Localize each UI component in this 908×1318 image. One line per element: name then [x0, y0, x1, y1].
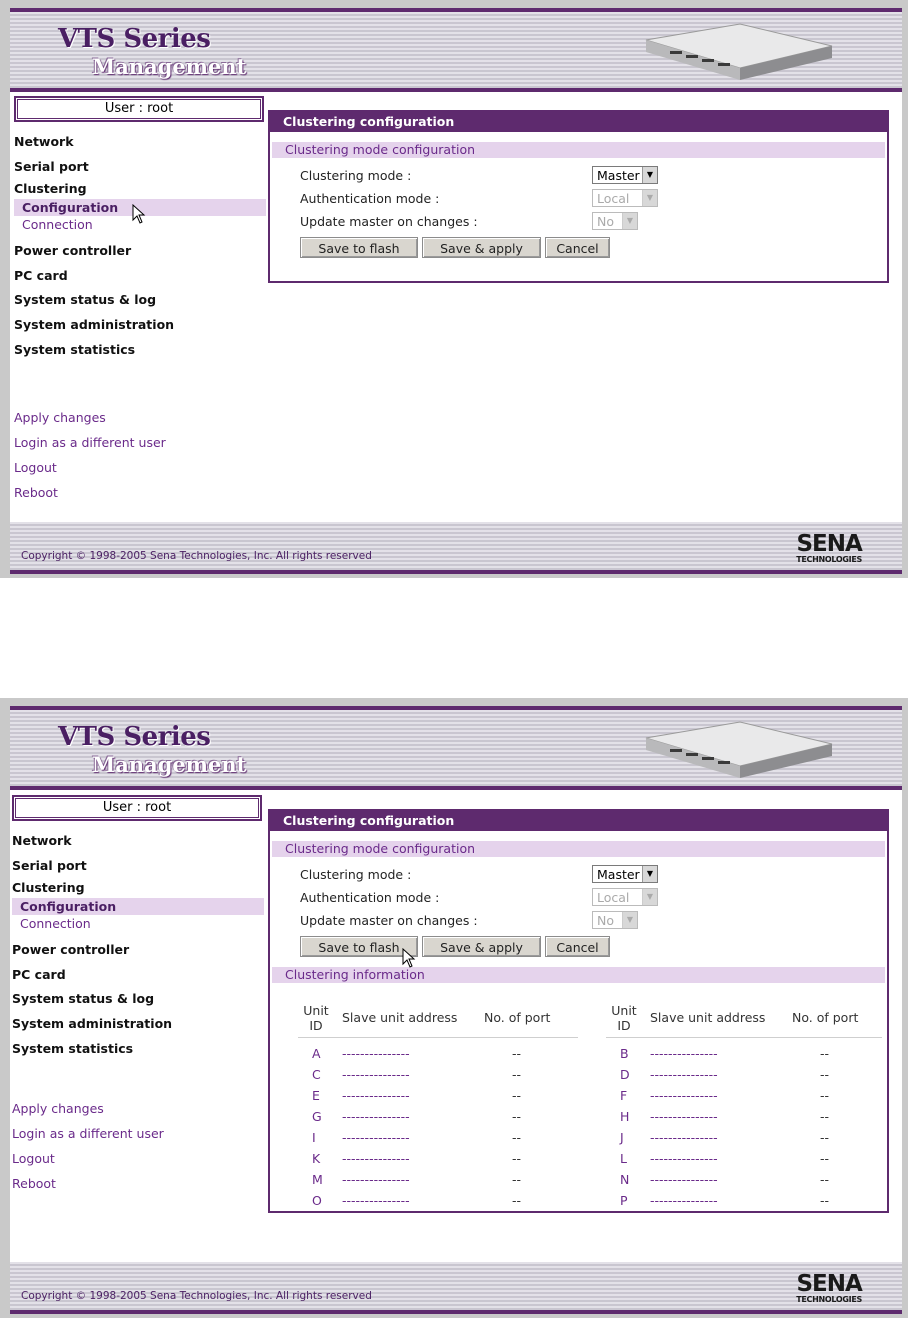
sena-logo — [796, 533, 862, 564]
slave-address: --------------- — [650, 1067, 718, 1082]
update-master-value: No — [597, 214, 614, 229]
sena-logo-subtext: TECHNOLOGIES — [796, 555, 862, 564]
unit-id: M — [312, 1172, 323, 1187]
cancel-button[interactable]: Cancel — [545, 936, 610, 957]
slave-address: --------------- — [342, 1130, 410, 1145]
device-image — [640, 716, 834, 784]
button-row — [270, 932, 887, 962]
table-row — [606, 1126, 882, 1147]
table-row — [298, 1063, 578, 1084]
unit-id: E — [312, 1088, 320, 1103]
table-row — [606, 1084, 882, 1105]
screenshot-2 — [0, 698, 908, 1318]
port-count: -- — [512, 1193, 522, 1208]
dropdown-arrow-icon: ▼ — [642, 889, 657, 905]
port-count: -- — [512, 1046, 522, 1061]
table-header — [298, 1001, 578, 1038]
authentication-mode-row — [270, 886, 887, 909]
slave-address: --------------- — [342, 1193, 410, 1208]
table-row — [606, 1063, 882, 1084]
port-count: -- — [820, 1172, 830, 1187]
port-count: -- — [512, 1172, 522, 1187]
sidebar-item-network[interactable]: Network — [12, 833, 72, 848]
sidebar-subitem-connection[interactable]: Connection — [22, 217, 93, 233]
slave-address: --------------- — [342, 1109, 410, 1124]
dropdown-arrow-icon: ▼ — [642, 866, 657, 882]
slave-address: --------------- — [342, 1172, 410, 1187]
unit-id-header-top: Unit — [303, 1003, 329, 1018]
authentication-mode-select — [592, 189, 658, 207]
unit-id: N — [620, 1172, 630, 1187]
table-row — [298, 1126, 578, 1147]
sidebar-item-power-controller[interactable]: Power controller — [12, 942, 130, 958]
login-different-user-link[interactable]: Login as a different user — [14, 434, 166, 450]
dropdown-arrow-icon: ▼ — [622, 213, 637, 229]
sidebar-item-system-administration[interactable]: System administration — [14, 316, 175, 332]
dropdown-arrow-icon: ▼ — [642, 190, 657, 206]
info-section-header: Clustering information — [272, 967, 885, 983]
port-count: -- — [820, 1193, 830, 1208]
slave-address: --------------- — [650, 1109, 718, 1124]
table-row — [298, 1042, 578, 1063]
slave-address: --------------- — [342, 1046, 410, 1061]
slave-address: --------------- — [342, 1151, 410, 1166]
table-row — [606, 1042, 882, 1063]
sidebar-item-pc-card[interactable]: PC card — [12, 966, 66, 982]
logo-subtitle: Management — [92, 752, 247, 777]
update-master-row — [270, 210, 887, 233]
unit-id: C — [312, 1067, 321, 1082]
sidebar-item-system-administration[interactable]: System administration — [12, 1015, 173, 1031]
unit-id: P — [620, 1193, 628, 1208]
sidebar-item-serial-port[interactable]: Serial port — [14, 158, 89, 174]
logo-title: VTS Series — [58, 24, 211, 54]
logout-link[interactable]: Logout — [14, 459, 57, 475]
sidebar-item-clustering[interactable]: Clustering — [12, 880, 85, 896]
clustering-mode-row — [270, 164, 887, 187]
port-count: -- — [512, 1109, 522, 1124]
dropdown-arrow-icon: ▼ — [642, 167, 657, 183]
table-row — [298, 1189, 578, 1210]
unit-id: K — [312, 1151, 321, 1166]
port-count: -- — [820, 1130, 830, 1145]
browser-frame — [10, 8, 902, 574]
save-and-apply-button[interactable]: Save & apply — [422, 237, 541, 258]
port-count: -- — [820, 1046, 830, 1061]
table-row — [606, 1189, 882, 1210]
button-row — [270, 233, 887, 263]
save-to-flash-button[interactable]: Save to flash — [300, 936, 418, 957]
sidebar-item-pc-card[interactable]: PC card — [14, 267, 68, 283]
logout-link[interactable]: Logout — [12, 1150, 55, 1166]
clustering-mode-value: Master — [597, 168, 640, 183]
slave-address: --------------- — [650, 1172, 718, 1187]
sena-logo-text: SENA — [796, 531, 862, 557]
clustering-mode-value: Master — [597, 867, 640, 882]
copyright-text: Copyright © 1998-2005 Sena Technologies, Inc. All rights reserved — [21, 550, 372, 562]
user-box — [14, 96, 264, 122]
table-row — [606, 1147, 882, 1168]
authentication-mode-select — [592, 888, 658, 906]
update-master-select — [592, 212, 638, 230]
unit-id: L — [620, 1151, 627, 1166]
mouse-cursor-icon — [402, 948, 416, 968]
footer — [10, 1262, 902, 1314]
authentication-mode-label: Authentication mode : — [300, 191, 440, 206]
panel-title: Clustering configuration — [270, 811, 887, 831]
sidebar-item-system-statistics[interactable]: System statistics — [12, 1040, 134, 1056]
clustering-mode-select[interactable] — [592, 166, 658, 184]
clustering-mode-row — [270, 863, 887, 886]
slave-address: --------------- — [650, 1151, 718, 1166]
sidebar-item-system-statistics[interactable]: System statistics — [14, 341, 136, 357]
logo-title: VTS Series — [58, 722, 211, 752]
sena-logo-subtext: TECHNOLOGIES — [796, 1295, 862, 1304]
cluster-info-table-left — [298, 1001, 578, 1210]
mouse-cursor-icon — [132, 204, 146, 224]
port-count: -- — [820, 1109, 830, 1124]
update-master-value: No — [597, 913, 614, 928]
sidebar-links — [14, 406, 266, 505]
update-master-row — [270, 909, 887, 932]
ports-header: No. of port — [484, 1010, 551, 1025]
slave-address: --------------- — [342, 1067, 410, 1082]
slave-address: --------------- — [650, 1088, 718, 1103]
table-header — [606, 1001, 882, 1038]
sidebar-subitem-connection[interactable]: Connection — [20, 916, 91, 932]
slave-address: --------------- — [650, 1193, 718, 1208]
user-label: User : root — [17, 99, 261, 119]
unit-id: A — [312, 1046, 321, 1061]
reboot-link[interactable]: Reboot — [12, 1175, 56, 1191]
screenshot-1 — [0, 0, 908, 578]
sidebar — [12, 795, 264, 1196]
sidebar-links — [12, 1097, 264, 1196]
table-row — [606, 1168, 882, 1189]
footer — [10, 522, 902, 574]
update-master-label: Update master on changes : — [300, 913, 478, 928]
unit-id: B — [620, 1046, 629, 1061]
address-header: Slave unit address — [650, 1010, 766, 1025]
clustering-mode-label: Clustering mode : — [300, 168, 412, 183]
cancel-button[interactable]: Cancel — [545, 237, 610, 258]
clustering-mode-label: Clustering mode : — [300, 867, 412, 882]
sena-logo — [796, 1273, 862, 1304]
table-row — [298, 1084, 578, 1105]
sidebar-item-serial-port[interactable]: Serial port — [12, 857, 87, 873]
apply-changes-link[interactable]: Apply changes — [12, 1101, 104, 1117]
unit-id: F — [620, 1088, 628, 1103]
port-count: -- — [512, 1130, 522, 1145]
unit-id: I — [312, 1130, 316, 1145]
port-count: -- — [512, 1088, 522, 1103]
table-row — [298, 1105, 578, 1126]
update-master-select — [592, 911, 638, 929]
unit-id: H — [620, 1109, 630, 1124]
mode-section-header: Clustering mode configuration — [272, 142, 885, 158]
table-row — [298, 1147, 578, 1168]
unit-id-header-bottom: ID — [617, 1018, 631, 1033]
header-banner — [10, 12, 902, 88]
sidebar — [14, 96, 266, 505]
sidebar-subitem-configuration[interactable]: Configuration — [12, 898, 264, 915]
unit-id: O — [312, 1193, 322, 1208]
ports-header: No. of port — [792, 1010, 859, 1025]
sidebar-item-clustering[interactable]: Clustering — [14, 181, 87, 197]
authentication-mode-value: Local — [597, 191, 630, 206]
clustering-config-panel — [268, 110, 889, 283]
unit-id: J — [620, 1130, 624, 1145]
save-to-flash-button[interactable]: Save to flash — [300, 237, 418, 258]
sidebar-subitem-configuration[interactable]: Configuration — [14, 199, 266, 216]
slave-address: --------------- — [650, 1130, 718, 1145]
sidebar-item-network[interactable]: Network — [14, 134, 74, 149]
sidebar-item-system-status[interactable]: System status & log — [12, 991, 155, 1007]
unit-id-header-bottom: ID — [309, 1018, 323, 1033]
dropdown-arrow-icon: ▼ — [622, 912, 637, 928]
clustering-mode-select[interactable] — [592, 865, 658, 883]
login-different-user-link[interactable]: Login as a different user — [12, 1125, 164, 1141]
port-count: -- — [820, 1151, 830, 1166]
authentication-mode-value: Local — [597, 890, 630, 905]
table-row — [606, 1105, 882, 1126]
cluster-info-table-right — [606, 1001, 882, 1210]
address-header: Slave unit address — [342, 1010, 458, 1025]
mode-section-header: Clustering mode configuration — [272, 841, 885, 857]
sidebar-item-power-controller[interactable]: Power controller — [14, 243, 132, 259]
sidebar-item-system-status[interactable]: System status & log — [14, 292, 157, 308]
slave-address: --------------- — [342, 1088, 410, 1103]
port-count: -- — [512, 1151, 522, 1166]
port-count: -- — [820, 1088, 830, 1103]
authentication-mode-row — [270, 187, 887, 210]
header-banner — [10, 710, 902, 786]
user-box — [12, 795, 262, 821]
port-count: -- — [512, 1067, 522, 1082]
logo-subtitle: Management — [92, 54, 247, 79]
table-row — [298, 1168, 578, 1189]
unit-id: G — [312, 1109, 322, 1124]
update-master-label: Update master on changes : — [300, 214, 478, 229]
device-image — [640, 18, 834, 86]
apply-changes-link[interactable]: Apply changes — [14, 410, 106, 426]
save-and-apply-button[interactable]: Save & apply — [422, 936, 541, 957]
slave-address: --------------- — [650, 1046, 718, 1061]
authentication-mode-label: Authentication mode : — [300, 890, 440, 905]
browser-frame — [10, 706, 902, 1314]
copyright-text: Copyright © 1998-2005 Sena Technologies, Inc. All rights reserved — [21, 1290, 372, 1302]
user-label: User : root — [15, 798, 259, 818]
clustering-config-panel — [268, 809, 889, 1213]
unit-id-header-top: Unit — [611, 1003, 637, 1018]
sena-logo-text: SENA — [796, 1271, 862, 1297]
port-count: -- — [820, 1067, 830, 1082]
reboot-link[interactable]: Reboot — [14, 484, 58, 500]
unit-id: D — [620, 1067, 630, 1082]
panel-title: Clustering configuration — [270, 112, 887, 132]
